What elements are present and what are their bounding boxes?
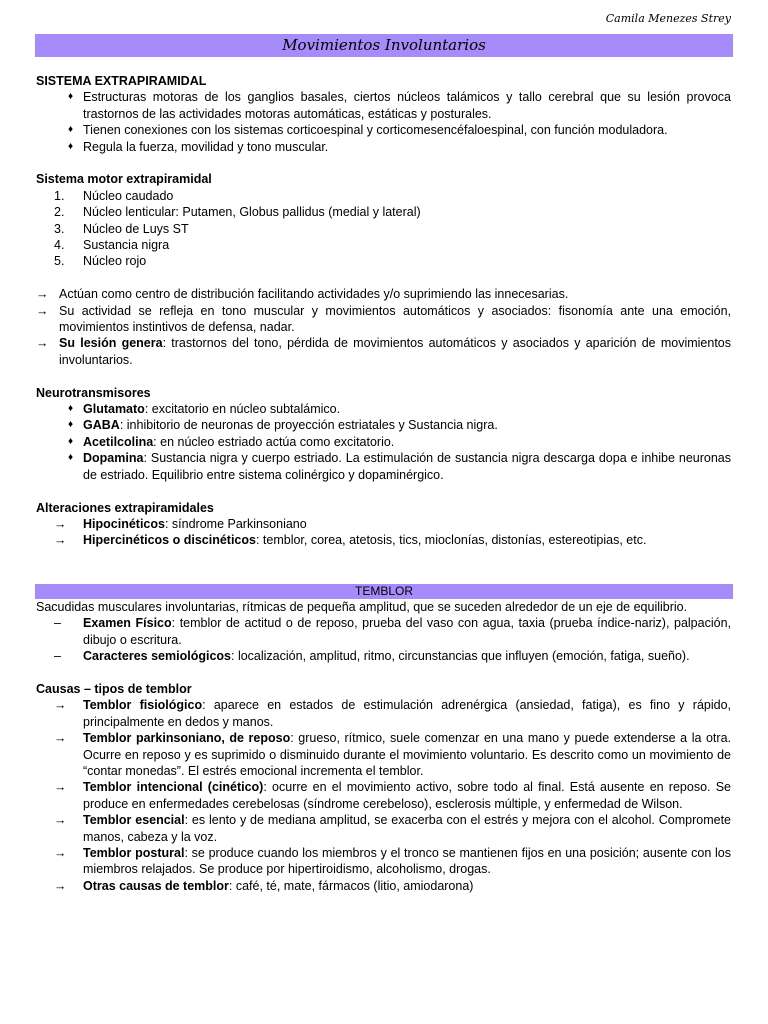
arrow-right-icon: → bbox=[36, 303, 49, 318]
bullet-text: Regula la fuerza, movilidad y tono muscular. bbox=[83, 139, 329, 154]
bullet-item bbox=[36, 139, 731, 155]
dash-text bbox=[83, 648, 731, 664]
diamond-bullet-icon: ♦ bbox=[67, 435, 74, 447]
arrow-item bbox=[36, 532, 731, 548]
arrow-text: Actúan como centro de distribución facilitando actividades y/o suprimiendo las innecesarias. bbox=[59, 287, 569, 302]
arrow-item bbox=[36, 878, 731, 894]
term: Acetilcolina bbox=[83, 434, 154, 449]
bullet-text bbox=[83, 417, 731, 433]
page-content-temblor bbox=[36, 599, 731, 894]
arrow-text bbox=[83, 697, 731, 730]
dash-marker: – bbox=[54, 616, 61, 631]
bullet-text: Estructuras motoras de los ganglios basales, ciertos núcleos talámicos y tallo cerebral que su lesión provoca trastornos de las actividades motoras automáticas, estáticas y posturales. bbox=[83, 90, 731, 121]
arrow-text bbox=[83, 532, 731, 548]
arrow-item bbox=[36, 730, 731, 779]
arrow-text bbox=[59, 335, 731, 368]
section-heading: Causas – tipos de temblor bbox=[36, 682, 192, 697]
term-description: : inhibitorio de neuronas de proyección estriatales y Sustancia nigra. bbox=[119, 418, 498, 433]
bullet-item bbox=[36, 122, 731, 138]
arrow-item bbox=[36, 779, 731, 812]
numbered-item bbox=[36, 188, 731, 204]
arrow-right-icon: → bbox=[54, 813, 67, 828]
term-description: : café, té, mate, fármacos (litio, amiodarona) bbox=[228, 878, 474, 893]
item-number: 4. bbox=[54, 238, 65, 253]
section-band-title: TEMBLOR bbox=[354, 584, 413, 598]
term: Temblor postural bbox=[83, 846, 185, 861]
term: GABA bbox=[83, 418, 120, 433]
item-text: Sustancia nigra bbox=[83, 238, 170, 253]
bullet-text: Tienen conexiones con los sistemas corticoespinal y corticomesencéfaloespinal, con función moduladora. bbox=[83, 123, 668, 138]
term-description: : temblor, corea, atetosis, tics, mioclonías, distonías, estereotipias, etc. bbox=[255, 533, 647, 548]
arrow-right-icon: → bbox=[54, 878, 67, 893]
term: Hipercinéticos o discinéticos bbox=[83, 533, 256, 548]
item-number: 3. bbox=[54, 221, 65, 236]
term-description: : trastornos del tono, pérdida de movimientos automáticos y asociados y aparición de movimientos involuntarios. bbox=[59, 336, 732, 367]
arrow-text bbox=[83, 516, 731, 532]
diamond-bullet-icon: ♦ bbox=[67, 452, 74, 464]
diamond-bullet-icon: ♦ bbox=[67, 140, 74, 152]
diamond-bullet-icon: ♦ bbox=[67, 403, 74, 415]
bullet-text bbox=[83, 434, 731, 450]
numbered-item bbox=[36, 253, 731, 269]
bullet-item bbox=[36, 434, 731, 450]
bullet-text bbox=[83, 401, 731, 417]
term: Su lesión genera bbox=[59, 336, 163, 351]
page-title: Movimientos Involuntarios bbox=[282, 36, 486, 54]
term-description: : ocurre en el movimiento activo, sobre todo al final. Está ausente en reposo. Se produce en enfermedades cerebelosas (síndrome cerebeloso), esclerosis múltiple, y enfermedad de Wilson. bbox=[83, 780, 731, 811]
arrow-right-icon: → bbox=[36, 336, 49, 351]
arrow-text bbox=[83, 779, 731, 812]
arrow-item bbox=[36, 335, 731, 368]
diamond-bullet-icon: ♦ bbox=[67, 91, 74, 103]
term-description: : en núcleo estriado actúa como excitatorio. bbox=[153, 434, 395, 449]
page-content-top bbox=[36, 73, 731, 549]
arrow-right-icon: → bbox=[54, 698, 67, 713]
term: Examen Físico bbox=[83, 616, 172, 631]
term: Temblor intencional (cinético) bbox=[83, 780, 264, 795]
item-number: 5. bbox=[54, 254, 65, 269]
numbered-item bbox=[36, 204, 731, 220]
bullet-item bbox=[36, 401, 731, 417]
item-text: Núcleo de Luys ST bbox=[83, 221, 189, 236]
arrow-item bbox=[36, 845, 731, 878]
arrow-right-icon: → bbox=[54, 731, 67, 746]
term-description: : aparece en estados de estimulación adrenérgica (ansiedad, fatiga), es fino y rápido, principalmente en dedos y manos. bbox=[83, 698, 731, 729]
bullet-item bbox=[36, 450, 731, 483]
term-description: : Sustancia nigra y cuerpo estriado. La estimulación de sustancia nigra descarga dopa e inhibe neuronas de estriado. Equilibrio entre sistema colinérgico y dopaminérgico. bbox=[83, 451, 731, 482]
arrow-right-icon: → bbox=[54, 780, 67, 795]
term-description: : es lento y de mediana amplitud, se exacerba con el estrés y mejora con el alcohol. Compromete manos, cabeza y la voz. bbox=[83, 813, 731, 844]
term-description: : excitatorio en núcleo subtalámico. bbox=[144, 402, 341, 417]
arrow-right-icon: → bbox=[54, 533, 67, 548]
dash-text bbox=[83, 615, 731, 648]
term: Temblor parkinsoniano, de reposo bbox=[83, 731, 291, 746]
term: Glutamato bbox=[83, 402, 145, 417]
arrow-right-icon: → bbox=[54, 846, 67, 861]
author-name: Camila Menezes Strey bbox=[605, 12, 731, 25]
diamond-bullet-icon: ♦ bbox=[67, 419, 74, 431]
section-heading: Sistema motor extrapiramidal bbox=[36, 172, 212, 187]
item-text: Núcleo lenticular: Putamen, Globus pallidus (medial y lateral) bbox=[83, 205, 421, 220]
term: Hipocinéticos bbox=[83, 516, 165, 531]
arrow-text bbox=[83, 878, 731, 894]
numbered-item bbox=[36, 221, 731, 237]
item-number: 2. bbox=[54, 205, 65, 220]
item-text: Núcleo caudado bbox=[83, 188, 174, 203]
arrow-item bbox=[36, 303, 731, 336]
definition-text: Sacudidas musculares involuntarias, rítmicas de pequeña amplitud, que se suceden alrededor de un eje de equilibrio. bbox=[36, 600, 688, 614]
section-heading: Alteraciones extrapiramidales bbox=[36, 500, 214, 515]
arrow-item bbox=[36, 286, 731, 302]
term-description: : síndrome Parkinsoniano bbox=[164, 516, 307, 531]
diamond-bullet-icon: ♦ bbox=[67, 124, 74, 136]
term: Temblor fisiológico bbox=[83, 698, 203, 713]
term: Dopamina bbox=[83, 451, 144, 466]
section-heading: SISTEMA EXTRAPIRAMIDAL bbox=[36, 74, 207, 88]
arrow-text bbox=[83, 845, 731, 878]
item-number: 1. bbox=[54, 188, 65, 203]
term-description: : localización, amplitud, ritmo, circunstancias que influyen (emoción, fatiga, sueño). bbox=[231, 649, 690, 664]
term-description: : temblor de actitud o de reposo, prueba del vaso con agua, taxia (prueba índice-nariz), palpación, dibujo o escritura. bbox=[83, 616, 731, 647]
bullet-item bbox=[36, 89, 731, 122]
temblor-band bbox=[35, 584, 733, 599]
arrow-item bbox=[36, 697, 731, 730]
arrow-item bbox=[36, 516, 731, 532]
arrow-text bbox=[83, 730, 731, 779]
dash-item bbox=[36, 648, 731, 664]
term: Temblor esencial bbox=[83, 813, 185, 828]
section-heading: Neurotransmisores bbox=[36, 385, 151, 400]
numbered-item bbox=[36, 237, 731, 253]
arrow-text bbox=[83, 812, 731, 845]
dash-item bbox=[36, 615, 731, 648]
arrow-right-icon: → bbox=[54, 516, 67, 531]
arrow-right-icon: → bbox=[36, 287, 49, 302]
item-text: Núcleo rojo bbox=[83, 254, 147, 269]
bullet-item bbox=[36, 417, 731, 433]
arrow-item bbox=[36, 812, 731, 845]
term: Caracteres semiológicos bbox=[83, 649, 231, 664]
term-description: : se produce cuando los miembros y el tronco se mantienen fijos en una posición; ausente con los miembros relajados. Se produce por hipertiroidismo, alcoholismo, drogas. bbox=[83, 846, 731, 877]
title-band bbox=[35, 34, 733, 57]
dash-marker: – bbox=[54, 649, 61, 664]
arrow-text: Su actividad se refleja en tono muscular y movimientos automáticos y asociados: fisonomía ante una emoción, movimientos instintivos de defensa, nadar. bbox=[59, 303, 731, 335]
bullet-text bbox=[83, 450, 731, 483]
term: Otras causas de temblor bbox=[83, 878, 229, 893]
term-description: : grueso, rítmico, suele comenzar en una mano y puede extenderse a la otra. Ocurre en reposo y es suprimido o disminuido durante el movimiento voluntario. Es descrito como un movimiento de “contar monedas”. El estrés emocional incrementa el temblor. bbox=[83, 731, 731, 779]
